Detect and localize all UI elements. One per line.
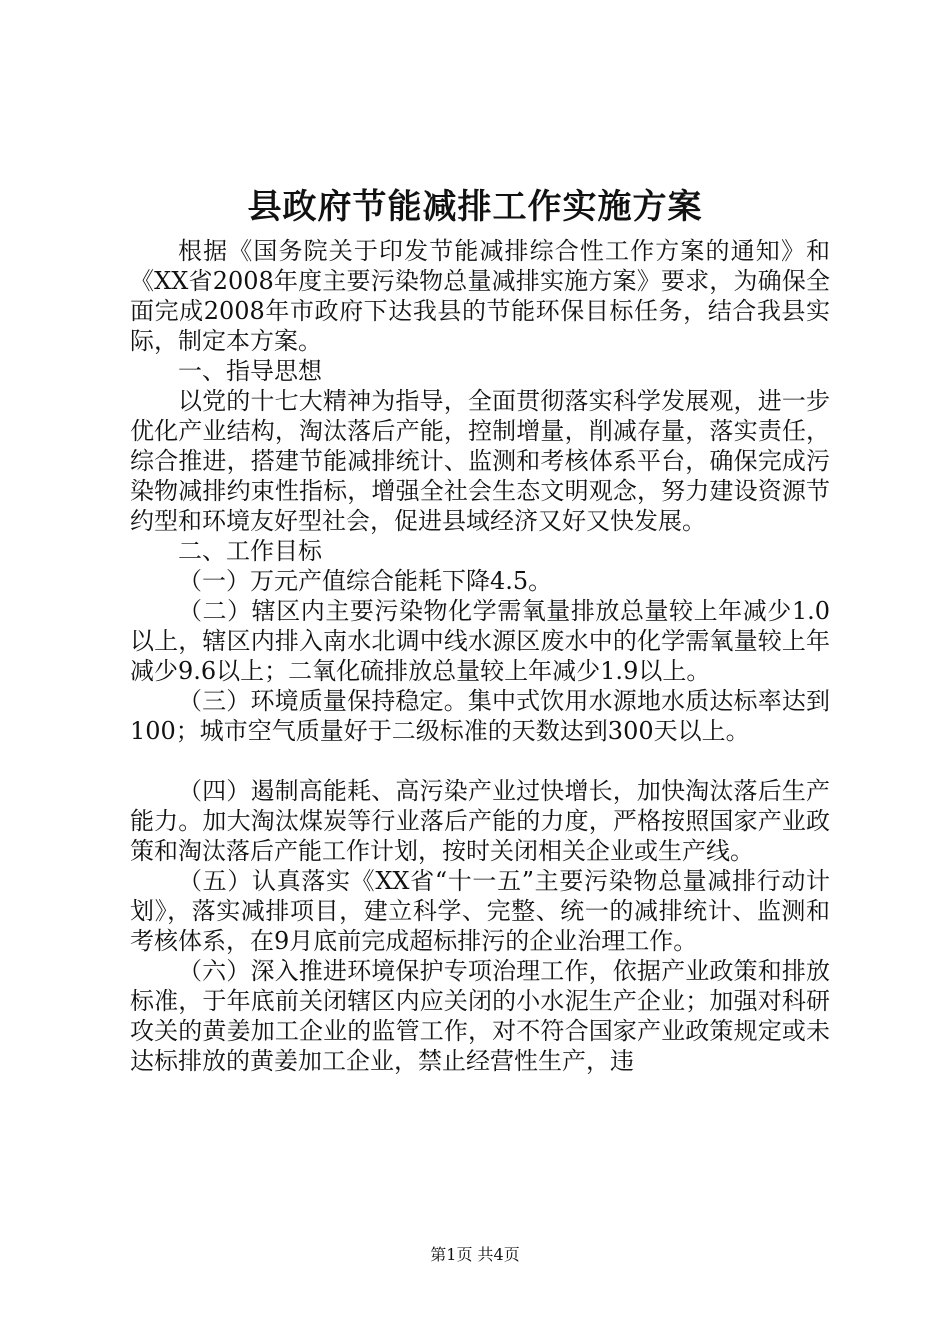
paragraph-spacer bbox=[130, 746, 830, 776]
goal-item-3: （三）环境质量保持稳定。集中式饮用水源地水质达标率达到100；城市空气质量好于二级标准的天数达到300天以上。 bbox=[130, 687, 830, 745]
document-title: 县政府节能减排工作实施方案 bbox=[247, 187, 703, 227]
goal-item-4: （四）遏制高能耗、高污染产业过快增长，加快淘汰落后生产能力。加大淘汰煤炭等行业落后产能的力度，严格按照国家产业政策和淘汰落后产能工作计划，按时关闭相关企业或生产线。 bbox=[130, 777, 830, 865]
goal-item-2: （二）辖区内主要污染物化学需氧量排放总量较上年减少1.0以上，辖区内排入南水北调中线水源区废水中的化学需氧量较上年减少9.6以上；二氧化硫排放总量较上年减少1.9以上。 bbox=[130, 597, 830, 685]
guiding-ideology-paragraph: 以党的十七大精神为指导，全面贯彻落实科学发展观，进一步优化产业结构，淘汰落后产能，控制增量，削减存量，落实责任，综合推进，搭建节能减排统计、监测和考核体系平台，确保完成污染物减排约束性指标，增强全社会生态文明观念，努力建设资源节约型和环境友好型社会，促进县域经济又好又快发展。 bbox=[130, 387, 830, 535]
goal-item-1: （一）万元产值综合能耗下降4.5。 bbox=[178, 567, 553, 595]
goal-item-5: （五）认真落实《XX省“十一五”主要污染物总量减排行动计划》，落实减排项目，建立科学、完整、统一的减排统计、监测和考核体系，在9月底前完成超标排污的企业治理工作。 bbox=[130, 867, 830, 955]
section-heading-guiding-ideology: 一、指导思想 bbox=[178, 357, 322, 385]
section-heading-work-goals: 二、工作目标 bbox=[178, 537, 322, 565]
page-number-footer: 第1页 共4页 bbox=[430, 1245, 520, 1264]
goal-item-6: （六）深入推进环境保护专项治理工作，依据产业政策和排放标准，于年底前关闭辖区内应关闭的小水泥生产企业；加强对科研攻关的黄姜加工企业的监管工作，对不符合国家产业政策规定或未达标排放的黄姜加工企业，禁止经营性生产，违 bbox=[130, 957, 830, 1075]
intro-paragraph: 根据《国务院关于印发节能减排综合性工作方案的通知》和《XX省2008年度主要污染物总量减排实施方案》要求，为确保全面完成2008年市政府下达我县的节能环保目标任务，结合我县实际，制定本方案。 bbox=[130, 237, 830, 355]
document-body bbox=[130, 236, 830, 1076]
